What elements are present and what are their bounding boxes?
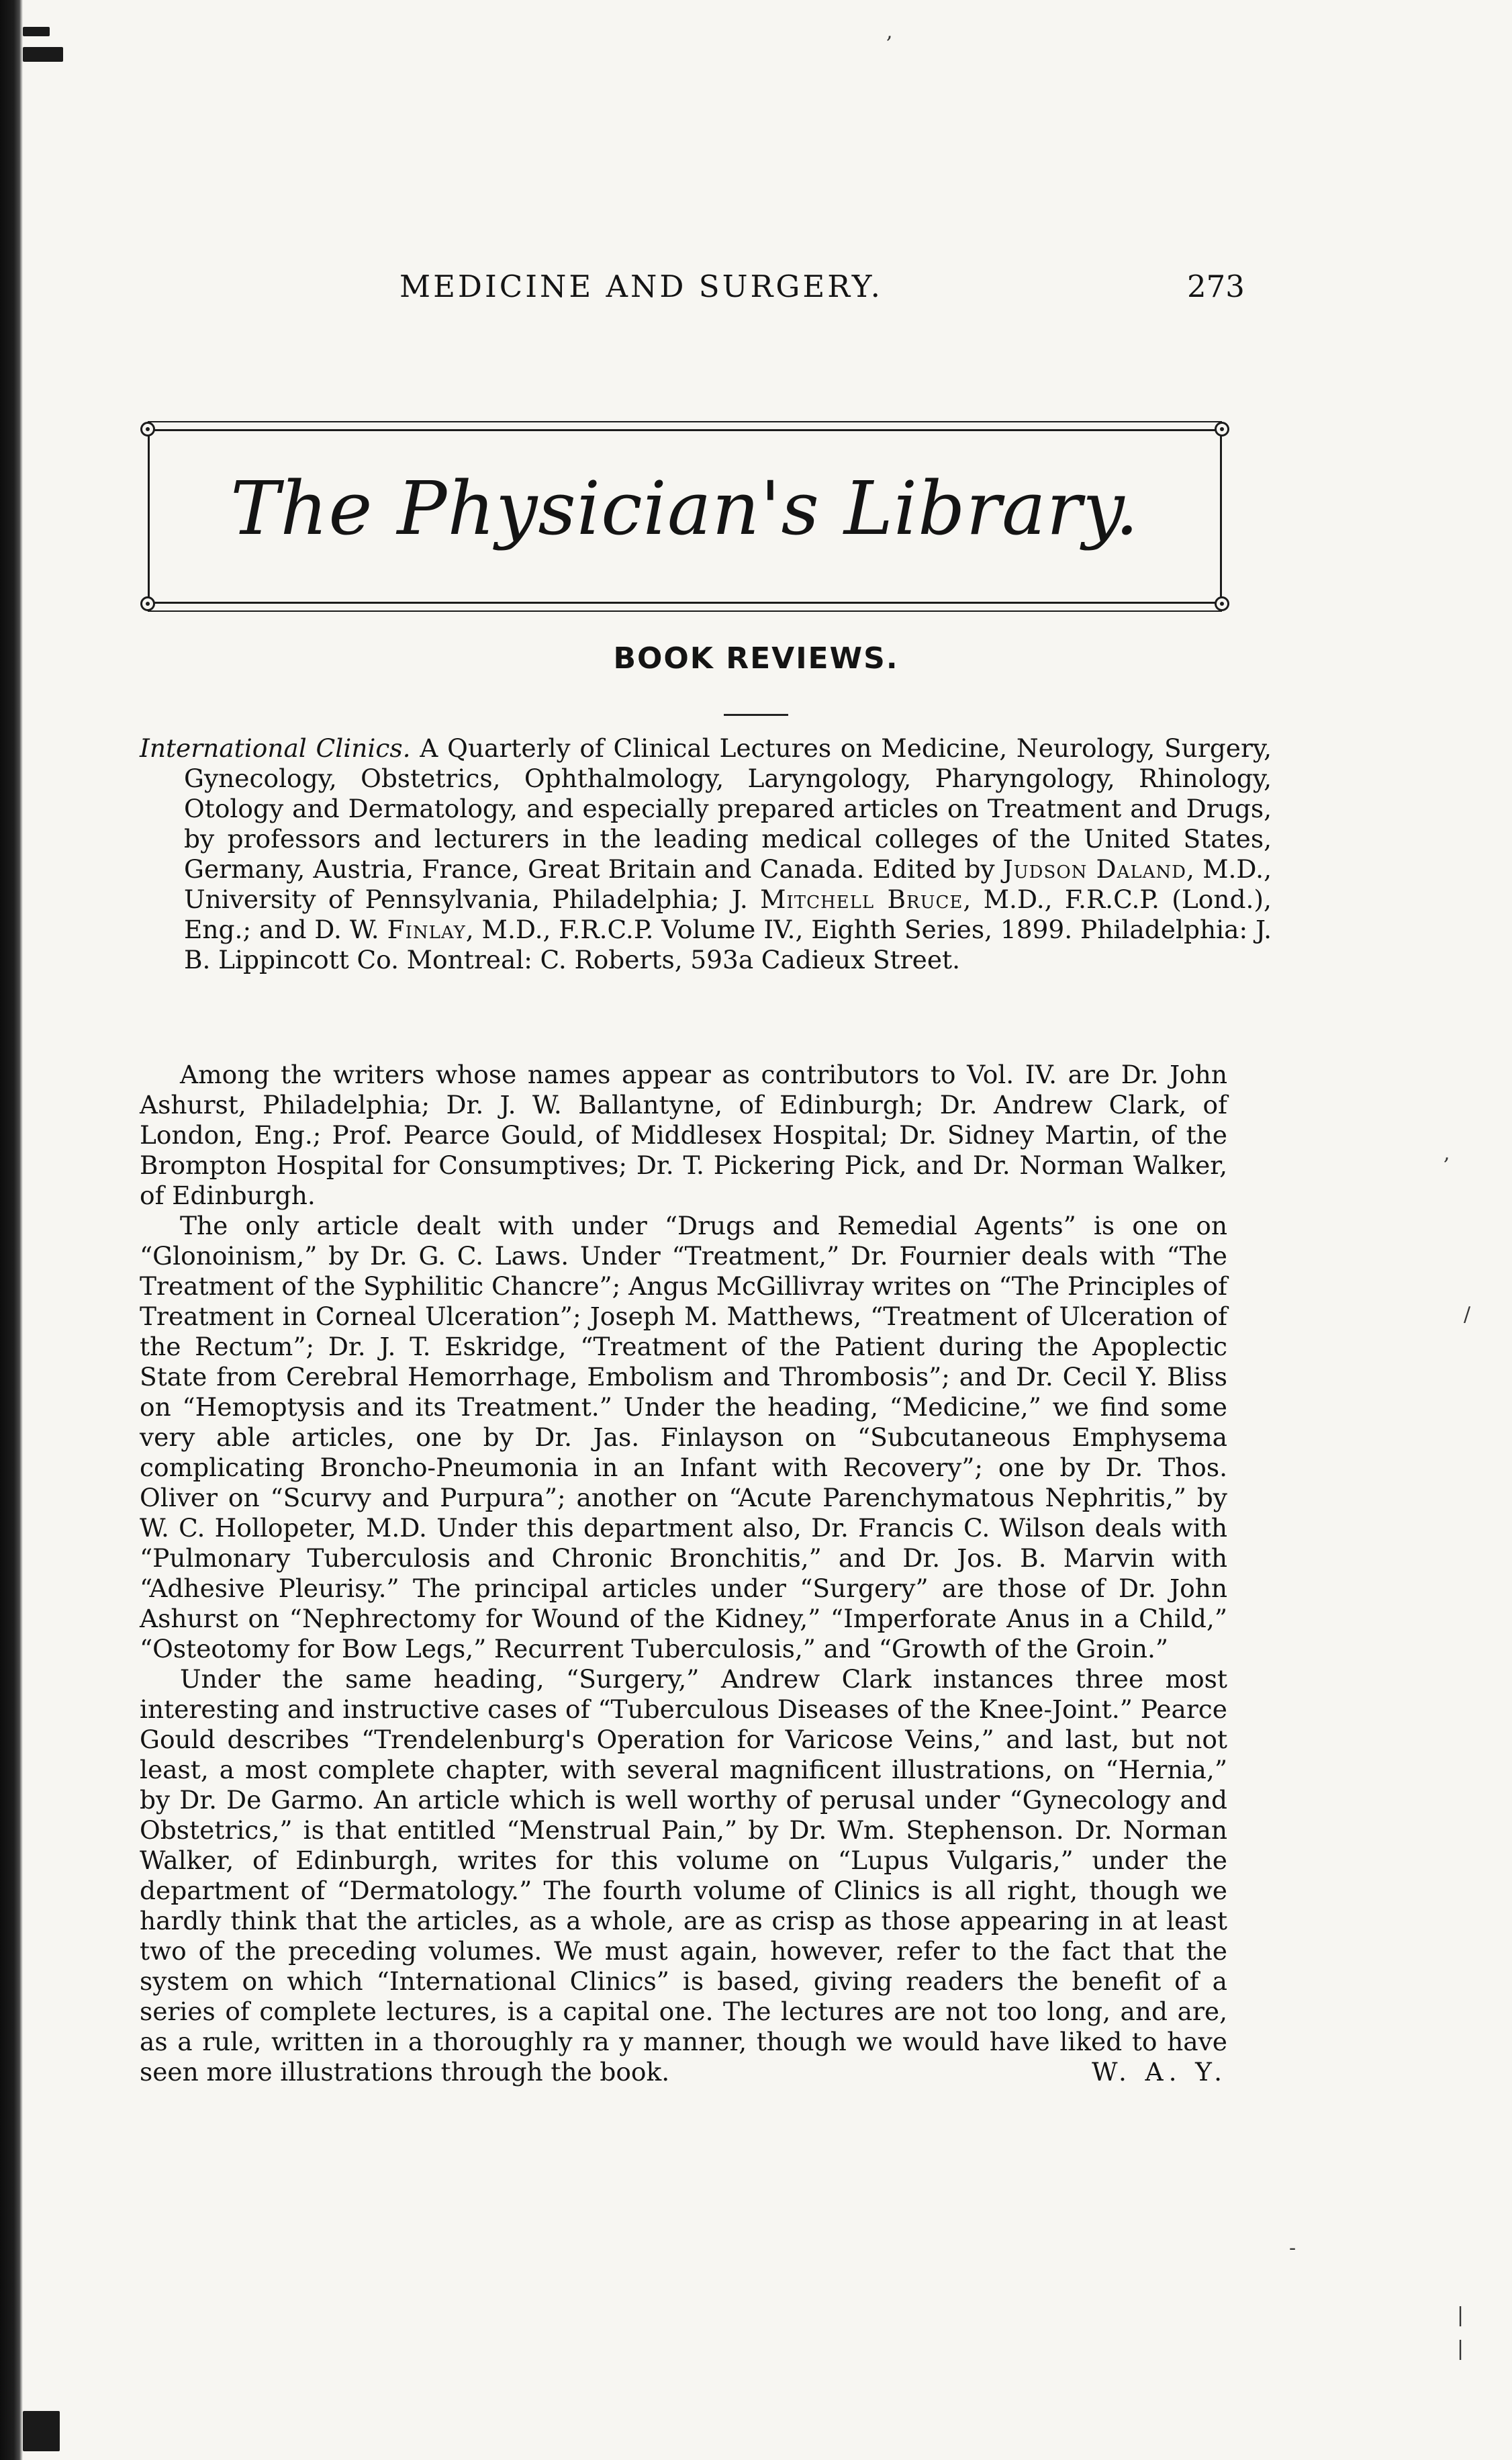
review-paragraph [140,1664,1227,2087]
editor-name: Judson Daland [1002,854,1187,884]
scan-speck [23,27,50,36]
corner-ornament-icon [1215,596,1229,611]
corner-ornament-icon [140,596,155,611]
citation-text: A Quarterly of Clinical Lectures on Medicine, Neurology, Surgery, Gynecology, Obstetrics, Ophthalmology, Laryngology, Pharyngology, Rhinology, Otology and Dermatology, and especially prepared articles on Treatment and Drugs, by professors and lecturers in the leading medical colleges of the United States, Germany, Austria, France, Great Britain and Canada. Edited by [184,733,1272,884]
scan-mark: , [1444,1142,1450,1165]
scan-mark: | [1457,2337,1464,2361]
section-banner [128,420,1242,613]
banner-top-rule [148,421,1222,422]
scan-speck [23,47,63,62]
running-head [0,269,1512,309]
banner-title: The Physician's Library. [230,465,1139,551]
page-number: 273 [1187,269,1245,304]
review-paragraph: Among the writers whose names appear as contributors to Vol. IV. are Dr. John Ashurst, Philadelphia; Dr. J. W. Ballantyne, of Edinburgh; Dr. Andrew Clark, of London, Eng.; Prof. Pearce Gould, of Middlesex Hospital; Dr. Sidney Martin, of the Brompton Hospital for Consumptives; Dr. T. Pickering Pick, and Dr. Norman Walker, of Edinburgh. [140,1060,1227,1210]
running-title: MEDICINE AND SURGERY. [399,269,883,304]
scan-mark: / [1464,1303,1471,1326]
reviewer-signature: W. A. Y. [1092,2057,1227,2087]
section-heading: BOOK REVIEWS. [613,641,899,676]
corner-ornament-icon [1215,422,1229,437]
review-body [140,1060,1227,2087]
book-spine-shadow [0,0,23,2460]
citation-text: , M.D., University of Pennsylvania, Philadelphia; J. [184,854,1272,914]
citation-text: , M.D., F.R.C.P. (Lond.), Eng.; and D. W. [184,884,1272,944]
editor-name: Mitchell Bruce [760,884,963,914]
scan-mark: - [1289,2236,1296,2260]
corner-ornament-icon [140,422,155,437]
review-paragraph: The only article dealt with under “Drugs and Remedial Agents” is one on “Glonoinism,” by Dr. G. C. Laws. Under “Treatment,” Dr. Fournier deals with “The Treatment of the Syphilitic Chancre”; Angus McGillivray writes on “The Principles of Treatment in Corneal Ulceration”; Joseph M. Matthews, “Treatment of Ulceration of the Rectum”; Dr. J. T. Eskridge, “Treatment of the Patient during the Apoplectic State from Cerebral Hemorrhage, Embolism and Thrombosis”; and Dr. Cecil Y. Bliss on “Hemoptysis and its Treatment.” Under the heading, “Medicine,” we find some very able articles, one by Dr. Jas. Finlayson on “Subcutaneous Emphysema complicating Broncho-Pneumonia in an Infant with Recovery”; one by Dr. Thos. Oliver on “Scurvy and Purpura”; another on “Acute Parenchymatous Nephritis,” by W. C. Hollopeter, M.D. Under this department also, Dr. Francis C. Wilson deals with “Pulmonary Tuberculosis and Chronic Bronchitis,” and Dr. Jos. B. Marvin with “Adhesive Pleurisy.” The principal articles under “Surgery” are those of Dr. John Ashurst on “Nephrectomy for Wound of the Kidney,” “Imperforate Anus in a Child,” “Osteotomy for Bow Legs,” Recurrent Tuberculosis,” and “Growth of the Groin.” [140,1211,1227,1664]
work-title: International Clinics. [140,733,411,763]
scan-speck [23,2411,60,2451]
scan-mark: , [886,20,893,44]
citation-text: , M.D., F.R.C.P. Volume IV., Eighth Series, 1899. Philadelphia: J. B. Lippincott Co. Montreal: C. Roberts, 593a Cadieux Street. [184,915,1272,974]
review-citation [140,733,1272,975]
editor-name: Finlay [387,915,466,944]
review-paragraph-text: Under the same heading, “Surgery,” Andrew Clark instances three most interesting and instructive cases of “Tuberculous Diseases of the Knee-Joint.” Pearce Gould describes “Trendelenburg's Operation for Varicose Veins,” and last, but not least, a most complete chapter, with several magnificent illustrations, on “Hernia,” by Dr. De Garmo. An article which is well worthy of perusal under “Gynecology and Obstetrics,” is that entitled “Menstrual Pain,” by Dr. Wm. Stephenson. Dr. Norman Walker, of Edinburgh, writes for this volume on “Lupus Vulgaris,” under the department of “Dermatology.” The fourth volume of Clinics is all right, though we hardly think that the articles, as a whole, are as crisp as those appearing in at least two of the preceding volumes. We must again, however, refer to the fact that the system on which “International Clinics” is based, giving readers the benefit of a series of complete lectures, is a capital one. The lectures are not too long, and are, as a rule, written in a thoroughly ra y manner, though we would have liked to have seen more illustrations through the book. [140,1664,1227,2087]
banner-bottom-rule [148,610,1222,612]
scan-mark: | [1457,2304,1464,2327]
heading-rule [724,714,788,716]
